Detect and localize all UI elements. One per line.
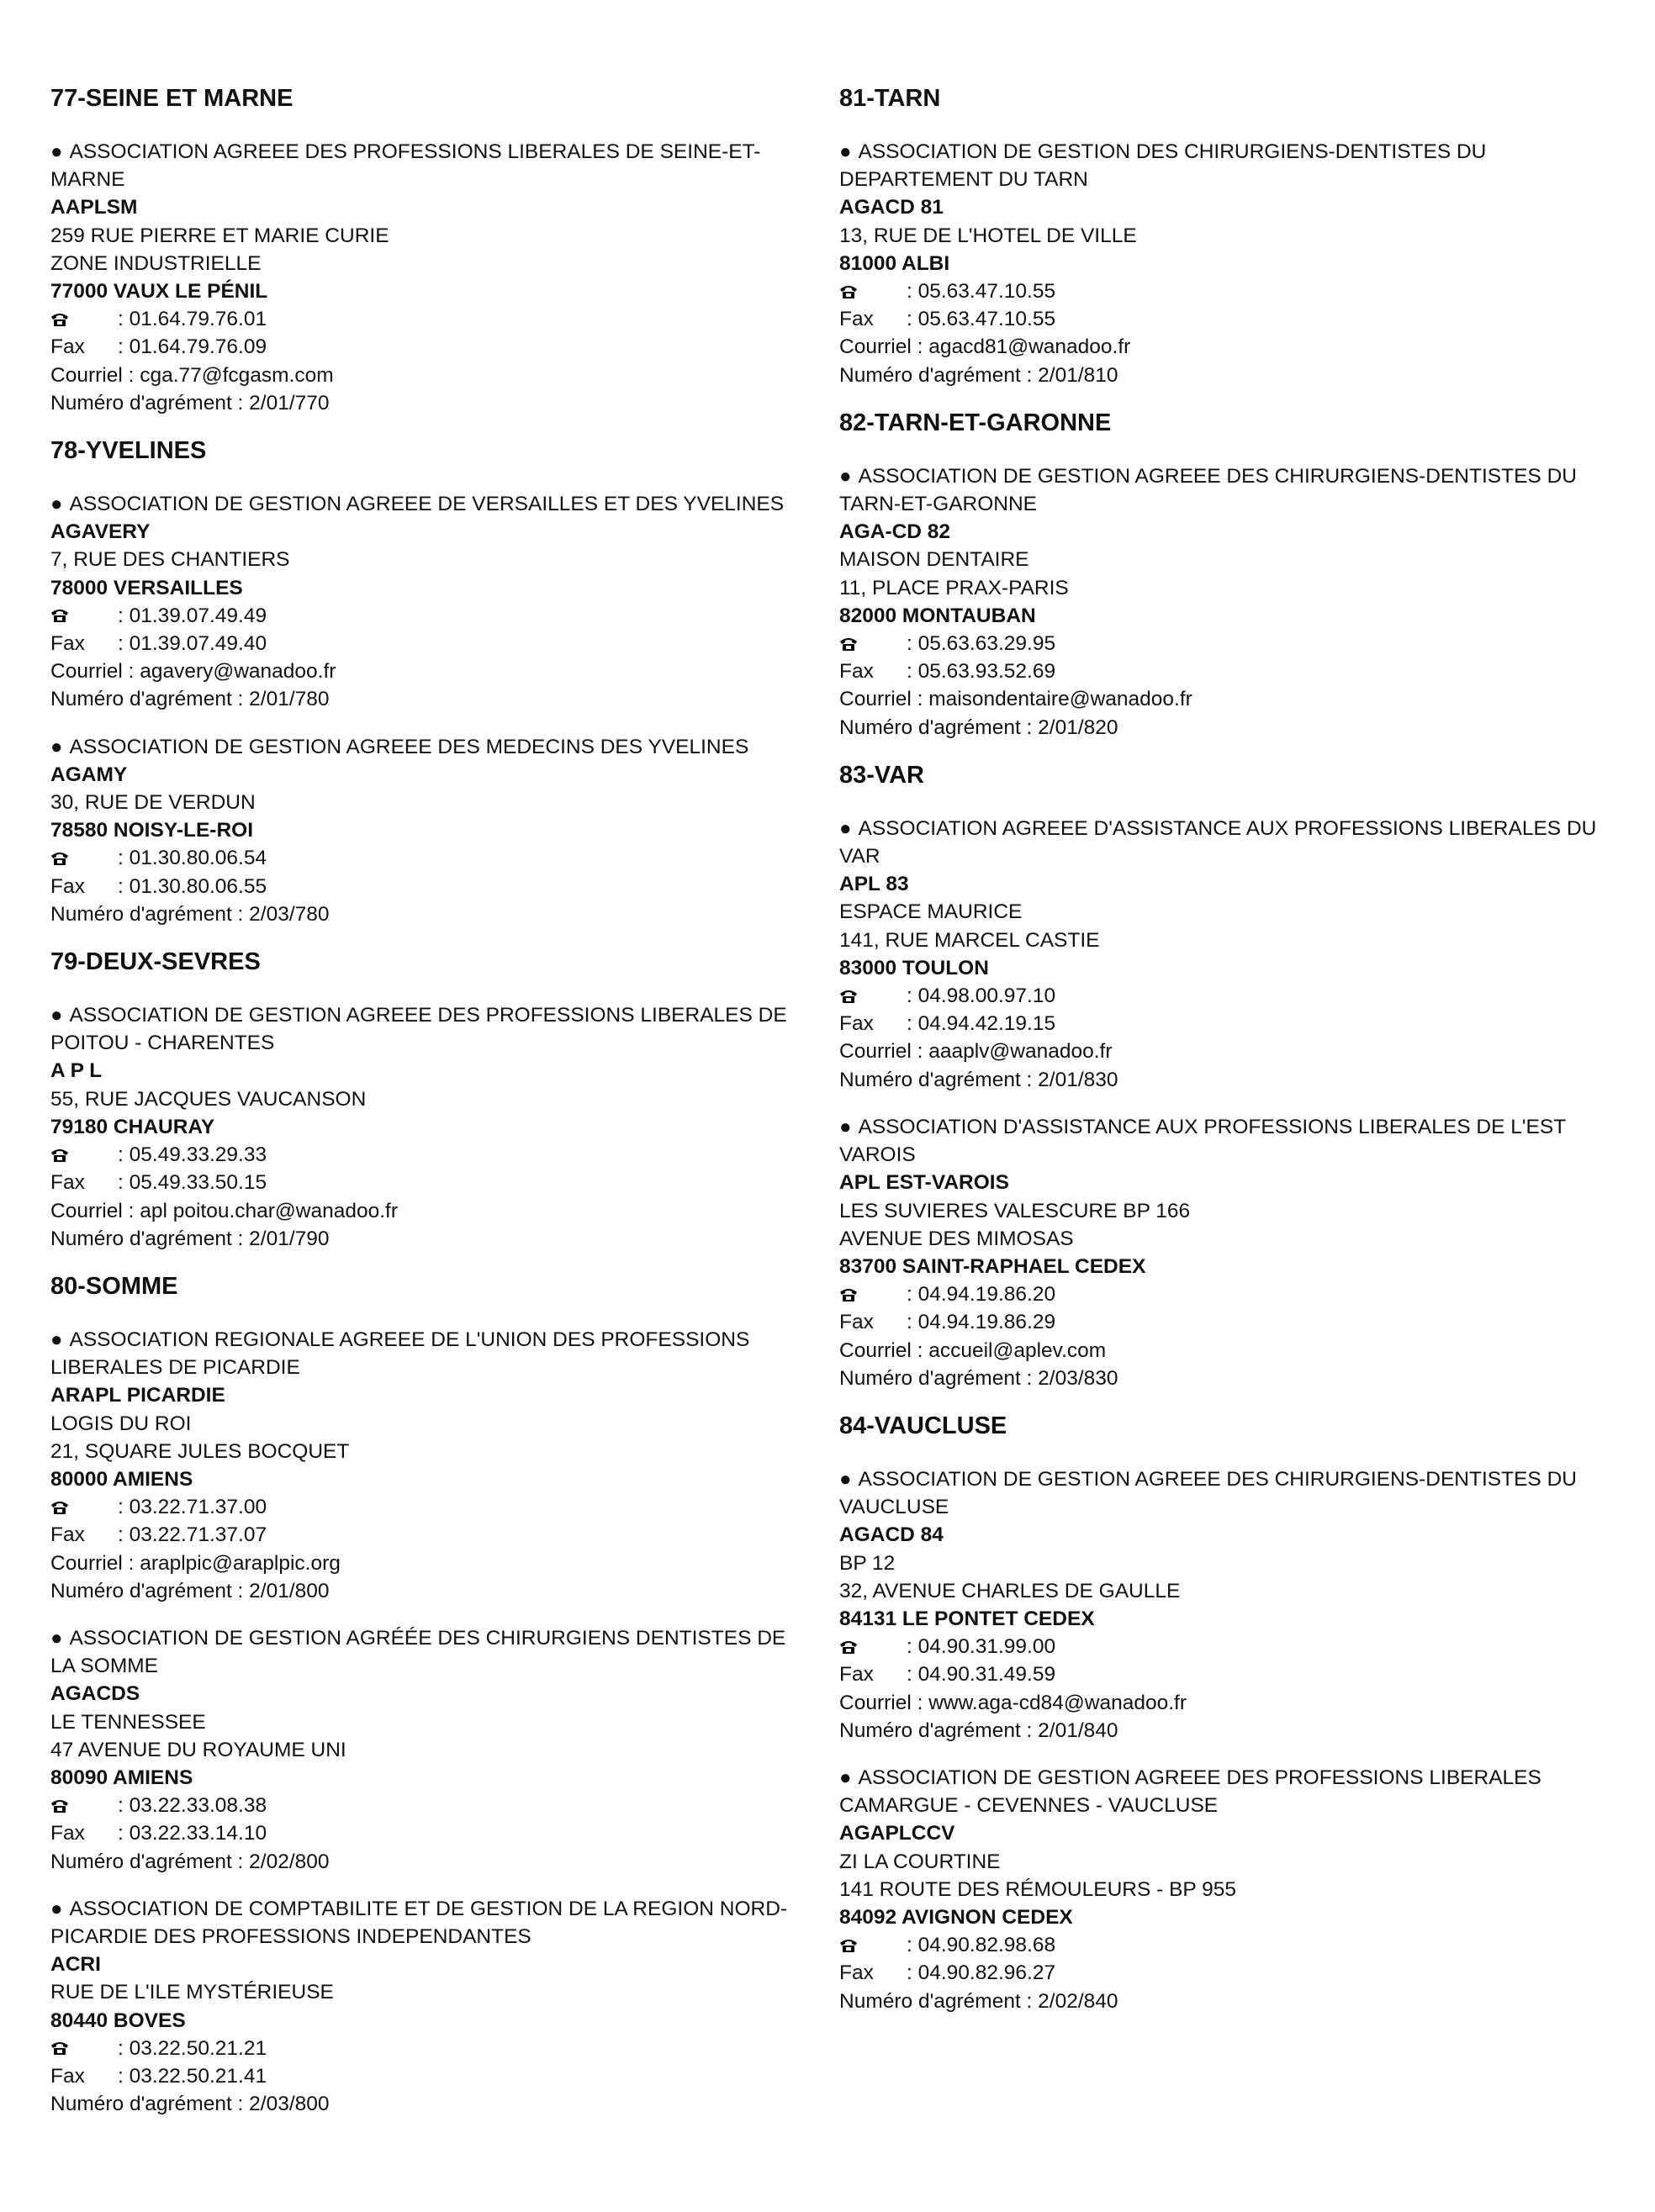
- phone-row: [839, 1931, 1613, 1959]
- department-heading: 84-VAUCLUSE: [839, 1412, 1007, 1439]
- association-acronym: AGACDS: [50, 1682, 140, 1706]
- address-line: AVENUE DES MIMOSAS: [839, 1227, 1074, 1250]
- telephone-icon: [50, 1493, 118, 1521]
- phone-number: : 04.94.19.86.20: [907, 1283, 1056, 1307]
- agrement-number: Numéro d'agrément : 2/02/840: [839, 1989, 1118, 2013]
- department-heading: 81-TARN: [839, 85, 941, 112]
- phone-number: : 05.63.47.10.55: [907, 280, 1056, 304]
- agrement-number: Numéro d'agrément : 2/02/800: [50, 1850, 330, 1873]
- association-name: ● ASSOCIATION DE GESTION DES CHIRURGIENS-DENTISTES DU DEPARTEMENT DU TARN: [839, 138, 1613, 193]
- association-name: ● ASSOCIATION AGREEE D'ASSISTANCE AUX PROFESSIONS LIBERALES DU VAR: [839, 815, 1613, 870]
- postal-city: 80000 AMIENS: [50, 1467, 193, 1491]
- agrement-number: Numéro d'agrément : 2/01/770: [50, 391, 330, 414]
- address-line: LOGIS DU ROI: [50, 1412, 192, 1435]
- address-line: LE TENNESSEE: [50, 1710, 206, 1734]
- fax-label: Fax: [50, 1171, 85, 1195]
- fax-number: : 03.22.33.14.10: [118, 1822, 267, 1845]
- association-name: ● ASSOCIATION DE GESTION AGREEE DE VERSAILLES ET DES YVELINES: [50, 490, 807, 518]
- address-line: 7, RUE DES CHANTIERS: [50, 548, 290, 572]
- fax-number: : 04.90.82.96.27: [907, 1961, 1056, 1985]
- association-acronym: AGACD 81: [839, 196, 944, 219]
- association-entry: [50, 1001, 807, 1253]
- postal-city: 77000 VAUX LE PÉNIL: [50, 280, 268, 304]
- entries: [839, 1465, 1613, 2015]
- association-entry: [50, 1895, 807, 2119]
- fax-number: : 04.90.31.49.59: [907, 1663, 1056, 1687]
- address-block: [839, 898, 1613, 953]
- department-section: [50, 436, 807, 928]
- entries: [50, 138, 807, 417]
- address-line: 259 RUE PIERRE ET MARIE CURIE: [50, 224, 389, 247]
- association-acronym: ACRI: [50, 1953, 101, 1977]
- address-line: ESPACE MAURICE: [839, 900, 1023, 924]
- fax-row: [839, 1959, 1613, 1987]
- fax-number: : 01.30.80.06.55: [118, 874, 267, 898]
- association-acronym: APL 83: [839, 873, 909, 896]
- email-line: Courriel : cga.77@fcgasm.com: [50, 363, 334, 387]
- phone-row: [839, 1633, 1613, 1660]
- agrement-number: Numéro d'agrément : 2/03/830: [839, 1366, 1118, 1390]
- phone-number: : 05.49.33.29.33: [118, 1143, 267, 1167]
- left-column: [50, 84, 807, 2137]
- association-acronym: AGAPLCCV: [839, 1822, 955, 1845]
- address-line: 55, RUE JACQUES VAUCANSON: [50, 1087, 367, 1111]
- email-line: Courriel : araplpic@araplpic.org: [50, 1551, 341, 1575]
- phone-row: [50, 844, 807, 872]
- postal-city: 84131 LE PONTET CEDEX: [839, 1607, 1095, 1630]
- fax-label: Fax: [50, 632, 85, 656]
- entries: [839, 815, 1613, 1392]
- association-acronym: AGAVERY: [50, 520, 151, 544]
- association-acronym: ARAPL PICARDIE: [50, 1384, 225, 1407]
- fax-label: Fax: [839, 660, 874, 684]
- association-name: ● ASSOCIATION AGREEE DES PROFESSIONS LIBERALES DE SEINE-ET-MARNE: [50, 138, 807, 193]
- phone-number: : 04.90.31.99.00: [907, 1635, 1056, 1659]
- email-line: Courriel : www.aga-cd84@wanadoo.fr: [839, 1691, 1187, 1714]
- fax-label: Fax: [839, 1012, 874, 1036]
- association-name: ● ASSOCIATION DE GESTION AGREEE DES PROFESSIONS LIBERALES DE POITOU - CHARENTES: [50, 1001, 807, 1057]
- postal-city: 80440 BOVES: [50, 2009, 186, 2032]
- agrement-number: Numéro d'agrément : 2/01/790: [50, 1227, 330, 1250]
- address-line: 32, AVENUE CHARLES DE GAULLE: [839, 1579, 1181, 1602]
- fax-label: Fax: [839, 1663, 874, 1687]
- association-acronym: AGAMY: [50, 763, 128, 786]
- telephone-icon: [839, 982, 907, 1010]
- email-line: Courriel : accueil@aplev.com: [839, 1338, 1107, 1362]
- association-entry: [50, 1326, 807, 1605]
- department-section: [839, 1412, 1613, 2015]
- association-name: ● ASSOCIATION DE COMPTABILITE ET DE GESTION DE LA REGION NORD-PICARDIE DES PROFESSIONS INDEPENDANTES: [50, 1895, 807, 1951]
- phone-number: : 04.98.00.97.10: [907, 985, 1056, 1008]
- association-entry: [50, 1624, 807, 1876]
- department-heading: 78-YVELINES: [50, 437, 207, 465]
- fax-number: : 05.63.93.52.69: [907, 660, 1056, 684]
- email-line: Courriel : aaaplv@wanadoo.fr: [839, 1040, 1113, 1064]
- phone-number: : 03.22.71.37.00: [118, 1496, 267, 1519]
- email-line: Courriel : agavery@wanadoo.fr: [50, 660, 336, 684]
- association-entry: [839, 1764, 1613, 2015]
- phone-row: [50, 1493, 807, 1521]
- fax-number: : 05.63.47.10.55: [907, 308, 1056, 331]
- agrement-number: Numéro d'agrément : 2/03/800: [50, 2093, 330, 2116]
- fax-number: : 03.22.50.21.41: [118, 2064, 267, 2088]
- email-line: Courriel : maisondentaire@wanadoo.fr: [839, 688, 1192, 711]
- phone-row: [50, 2035, 807, 2062]
- department-section: [839, 761, 1613, 1392]
- fax-label: Fax: [50, 1523, 85, 1547]
- association-acronym: AGA-CD 82: [839, 520, 951, 544]
- fax-number: : 01.64.79.76.09: [118, 335, 267, 359]
- address-block: [50, 1708, 807, 1764]
- phone-row: [839, 1280, 1613, 1308]
- fax-row: [50, 333, 807, 361]
- department-heading: 83-VAR: [839, 761, 924, 789]
- address-line: 30, RUE DE VERDUN: [50, 791, 256, 815]
- address-line: BP 12: [839, 1551, 896, 1575]
- agrement-number: Numéro d'agrément : 2/01/830: [839, 1068, 1118, 1091]
- address-line: 141, RUE MARCEL CASTIE: [839, 928, 1100, 952]
- address-line: RUE DE L'ILE MYSTÉRIEUSE: [50, 1981, 334, 2004]
- entries: [50, 490, 807, 928]
- postal-city: 84092 AVIGNON CEDEX: [839, 1905, 1073, 1929]
- department-section: [50, 948, 807, 1253]
- department-section: [50, 84, 807, 417]
- association-name: ● ASSOCIATION DE GESTION AGRÉÉE DES CHIRURGIENS DENTISTES DE LA SOMME: [50, 1624, 807, 1680]
- address-block: [839, 222, 1613, 250]
- association-name: ● ASSOCIATION DE GESTION AGREEE DES MEDECINS DES YVELINES: [50, 733, 807, 761]
- fax-row: [50, 1819, 807, 1847]
- address-block: [839, 1197, 1613, 1253]
- address-line: MAISON DENTAIRE: [839, 548, 1029, 572]
- fax-label: Fax: [50, 2064, 85, 2088]
- department-heading: 82-TARN-ET-GARONNE: [839, 409, 1112, 436]
- fax-label: Fax: [839, 1961, 874, 1985]
- association-acronym: AGACD 84: [839, 1523, 944, 1547]
- entries: [839, 138, 1613, 389]
- fax-label: Fax: [50, 335, 85, 359]
- fax-row: [50, 1169, 807, 1196]
- telephone-icon: [50, 1141, 118, 1169]
- address-block: [839, 546, 1613, 601]
- address-line: ZI LA COURTINE: [839, 1850, 1001, 1873]
- postal-city: 83000 TOULON: [839, 956, 989, 979]
- telephone-icon: [50, 1792, 118, 1819]
- phone-row: [50, 1141, 807, 1169]
- address-line: 141 ROUTE DES RÉMOULEURS - BP 955: [839, 1877, 1237, 1901]
- fax-number: : 05.49.33.50.15: [118, 1171, 267, 1195]
- postal-city: 83700 SAINT-RAPHAEL CEDEX: [839, 1254, 1146, 1278]
- address-block: [839, 1848, 1613, 1903]
- association-entry: [839, 815, 1613, 1094]
- association-entry: [839, 138, 1613, 389]
- phone-row: [50, 305, 807, 333]
- department-heading: 79-DEUX-SEVRES: [50, 948, 261, 976]
- telephone-icon: [839, 1931, 907, 1959]
- phone-number: : 01.39.07.49.49: [118, 604, 267, 627]
- association-name: ● ASSOCIATION D'ASSISTANCE AUX PROFESSIONS LIBERALES DE L'EST VAROIS: [839, 1113, 1613, 1169]
- postal-city: 78000 VERSAILLES: [50, 576, 243, 599]
- fax-row: [50, 2062, 807, 2090]
- agrement-number: Numéro d'agrément : 2/01/800: [50, 1579, 330, 1602]
- fax-row: [839, 1010, 1613, 1037]
- phone-row: [839, 630, 1613, 657]
- address-line: 21, SQUARE JULES BOCQUET: [50, 1439, 350, 1463]
- phone-number: : 03.22.33.08.38: [118, 1794, 267, 1818]
- association-name: ● ASSOCIATION DE GESTION AGREEE DES CHIRURGIENS-DENTISTES DU VAUCLUSE: [839, 1465, 1613, 1521]
- agrement-number: Numéro d'agrément : 2/03/780: [50, 902, 330, 926]
- telephone-icon: [50, 844, 118, 872]
- telephone-icon: [50, 602, 118, 630]
- department-heading: 80-SOMME: [50, 1272, 178, 1300]
- association-entry: [839, 462, 1613, 742]
- fax-label: Fax: [839, 1311, 874, 1334]
- association-acronym: AAPLSM: [50, 196, 138, 219]
- department-heading: 77-SEINE ET MARNE: [50, 85, 293, 112]
- address-block: [50, 1978, 807, 2006]
- address-block: [50, 1410, 807, 1465]
- address-block: [839, 1549, 1613, 1605]
- department-section: [839, 84, 1613, 389]
- association-entry: [839, 1113, 1613, 1392]
- fax-number: : 03.22.71.37.07: [118, 1523, 267, 1547]
- postal-city: 79180 CHAURAY: [50, 1115, 215, 1138]
- fax-row: [50, 1521, 807, 1549]
- telephone-icon: [839, 630, 907, 657]
- phone-row: [50, 602, 807, 630]
- address-line: ZONE INDUSTRIELLE: [50, 251, 262, 275]
- phone-number: : 01.30.80.06.54: [118, 847, 267, 870]
- fax-number: : 04.94.42.19.15: [907, 1012, 1056, 1036]
- association-name: ● ASSOCIATION DE GESTION AGREEE DES CHIRURGIENS-DENTISTES DU TARN-ET-GARONNE: [839, 462, 1613, 518]
- fax-row: [839, 305, 1613, 333]
- telephone-icon: [839, 277, 907, 305]
- phone-number: : 05.63.63.29.95: [907, 632, 1056, 656]
- association-acronym: A P L: [50, 1059, 103, 1083]
- fax-row: [839, 1660, 1613, 1688]
- phone-row: [839, 277, 1613, 305]
- fax-label: Fax: [839, 308, 874, 331]
- agrement-number: Numéro d'agrément : 2/01/810: [839, 363, 1118, 387]
- association-name: ● ASSOCIATION DE GESTION AGREEE DES PROFESSIONS LIBERALES CAMARGUE - CEVENNES - VAUCLUSE: [839, 1764, 1613, 1819]
- postal-city: 81000 ALBI: [839, 251, 950, 275]
- address-line: 11, PLACE PRAX-PARIS: [839, 576, 1069, 599]
- postal-city: 80090 AMIENS: [50, 1766, 193, 1789]
- telephone-icon: [50, 305, 118, 333]
- fax-row: [839, 657, 1613, 685]
- telephone-icon: [839, 1633, 907, 1660]
- address-block: [50, 789, 807, 816]
- association-acronym: APL EST-VAROIS: [839, 1171, 1009, 1195]
- entries: [839, 462, 1613, 742]
- phone-number: : 04.90.82.98.68: [907, 1934, 1056, 1957]
- email-line: Courriel : apl poitou.char@wanadoo.fr: [50, 1199, 399, 1222]
- agrement-number: Numéro d'agrément : 2/01/840: [839, 1718, 1118, 1742]
- fax-label: Fax: [50, 1822, 85, 1845]
- entries: [50, 1001, 807, 1253]
- fax-row: [50, 873, 807, 900]
- fax-row: [839, 1308, 1613, 1336]
- association-entry: [50, 733, 807, 928]
- entries: [50, 1326, 807, 2118]
- association-entry: [50, 490, 807, 714]
- phone-number: : 01.64.79.76.01: [118, 308, 267, 331]
- postal-city: 78580 NOISY-LE-ROI: [50, 819, 254, 842]
- association-name: ● ASSOCIATION REGIONALE AGREEE DE L'UNION DES PROFESSIONS LIBERALES DE PICARDIE: [50, 1326, 807, 1381]
- agrement-number: Numéro d'agrément : 2/01/820: [839, 715, 1118, 739]
- fax-number: : 01.39.07.49.40: [118, 632, 267, 656]
- fax-row: [50, 630, 807, 657]
- fax-label: Fax: [50, 874, 85, 898]
- address-block: [50, 222, 807, 277]
- association-entry: [839, 1465, 1613, 1745]
- association-entry: [50, 138, 807, 417]
- telephone-icon: [839, 1280, 907, 1308]
- address-block: [50, 546, 807, 573]
- address-line: 13, RUE DE L'HOTEL DE VILLE: [839, 224, 1137, 247]
- department-section: [50, 1272, 807, 2118]
- department-section: [839, 409, 1613, 742]
- address-line: LES SUVIERES VALESCURE BP 166: [839, 1199, 1191, 1222]
- postal-city: 82000 MONTAUBAN: [839, 604, 1036, 627]
- right-column: [839, 84, 1613, 2035]
- email-line: Courriel : agacd81@wanadoo.fr: [839, 335, 1131, 359]
- address-line: 47 AVENUE DU ROYAUME UNI: [50, 1738, 346, 1761]
- address-block: [50, 1085, 807, 1113]
- phone-row: [50, 1792, 807, 1819]
- fax-number: : 04.94.19.86.29: [907, 1311, 1056, 1334]
- phone-number: : 03.22.50.21.21: [118, 2036, 267, 2060]
- phone-row: [839, 982, 1613, 1010]
- telephone-icon: [50, 2035, 118, 2062]
- agrement-number: Numéro d'agrément : 2/01/780: [50, 688, 330, 711]
